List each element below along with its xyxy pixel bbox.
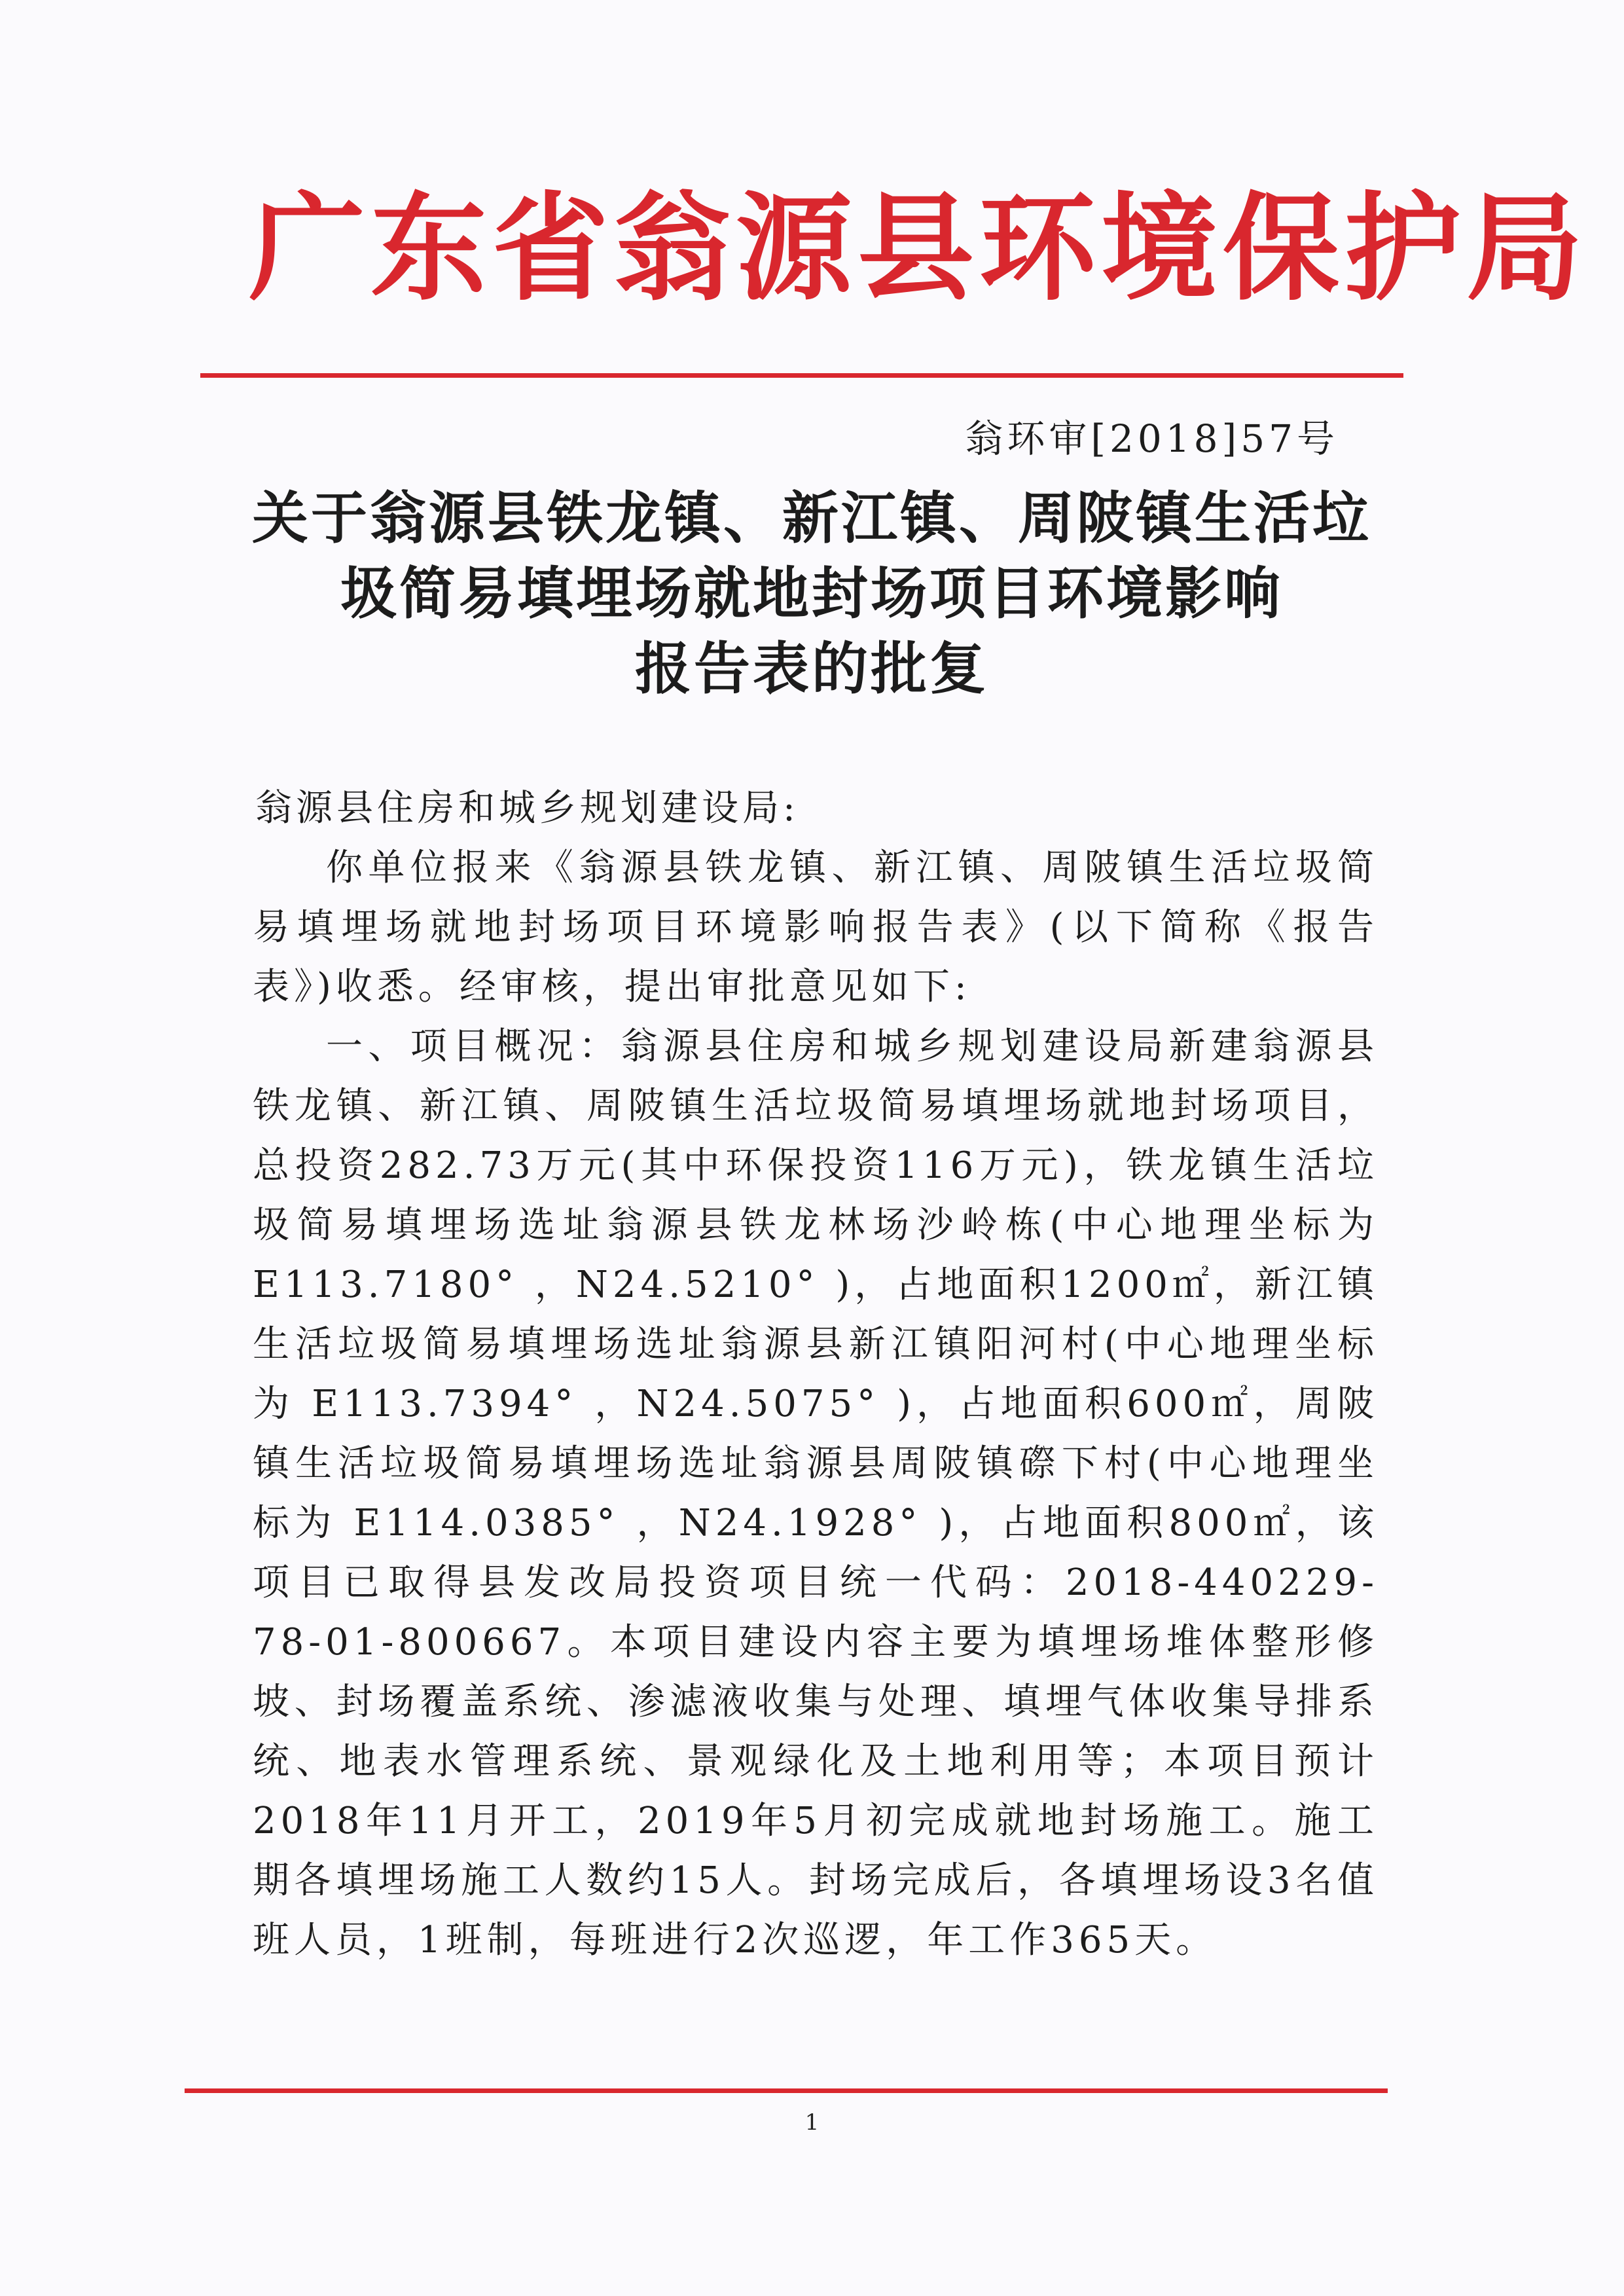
- recipient-line: 翁源县住房和城乡规划建设局:: [255, 787, 799, 829]
- document-number: 翁环审[2018]57号: [965, 416, 1339, 461]
- body-paragraph: 一、项目概况：翁源县住房和城乡规划建设局新建翁源县铁龙镇、新江镇、周陂镇生活垃圾简易填埋场就地封场项目，总投资282.73万元(其中环保投资116万元)，铁龙镇生活垃圾简易填埋场选址翁源县铁龙林场沙岭栋(中心地理坐标为 E113.7180° ，N24.5210° )，占地面积1200㎡，新江镇生活垃圾简易填埋场选址翁源县新江镇阳河村(中心地理坐标为 E113.7394° ，N24.5075° )，占地面积600㎡，周陂镇生活垃圾简易填埋场选址翁源县周陂镇磜下村(中心地理坐标为 E114.0385° ，N24.1928° )，占地面积800㎡，该项目已取得县发改局投资项目统一代码：2018-440229-78-01-800667。本项目建设内容主要为填埋场堆体整形修坡、封场覆盖系统、渗滤液收集与处理、填埋气体收集导排系统、地表水管理系统、景观绿化及土地利用等；本项目预计2018年11月开工，2019年5月初完成就地封场施工。施工期各填埋场施工人数约15人。封场完成后，各填埋场设3名值班人员，1班制，每班进行2次巡逻，年工作365天。: [253, 1025, 1379, 1961]
- footer-red-rule: [185, 2088, 1388, 2093]
- document-body: [253, 838, 1379, 1970]
- body-paragraph: 你单位报来《翁源县铁龙镇、新江镇、周陂镇生活垃圾简易填埋场就地封场项目环境影响报告表》(以下简称《报告表》)收悉。经审核，提出审批意见如下:: [253, 847, 1379, 1008]
- letterhead-title: 广东省翁源县环境保护局: [249, 181, 1588, 316]
- title-line: 圾简易填埋场就地封场项目环境影响: [340, 561, 1283, 627]
- page-number: 1: [804, 2109, 820, 2136]
- title-line: 关于翁源县铁龙镇、新江镇、周陂镇生活垃: [252, 486, 1371, 551]
- letterhead-red-rule: [200, 373, 1403, 378]
- document-title: [216, 481, 1407, 707]
- title-line: 报告表的批复: [635, 636, 988, 702]
